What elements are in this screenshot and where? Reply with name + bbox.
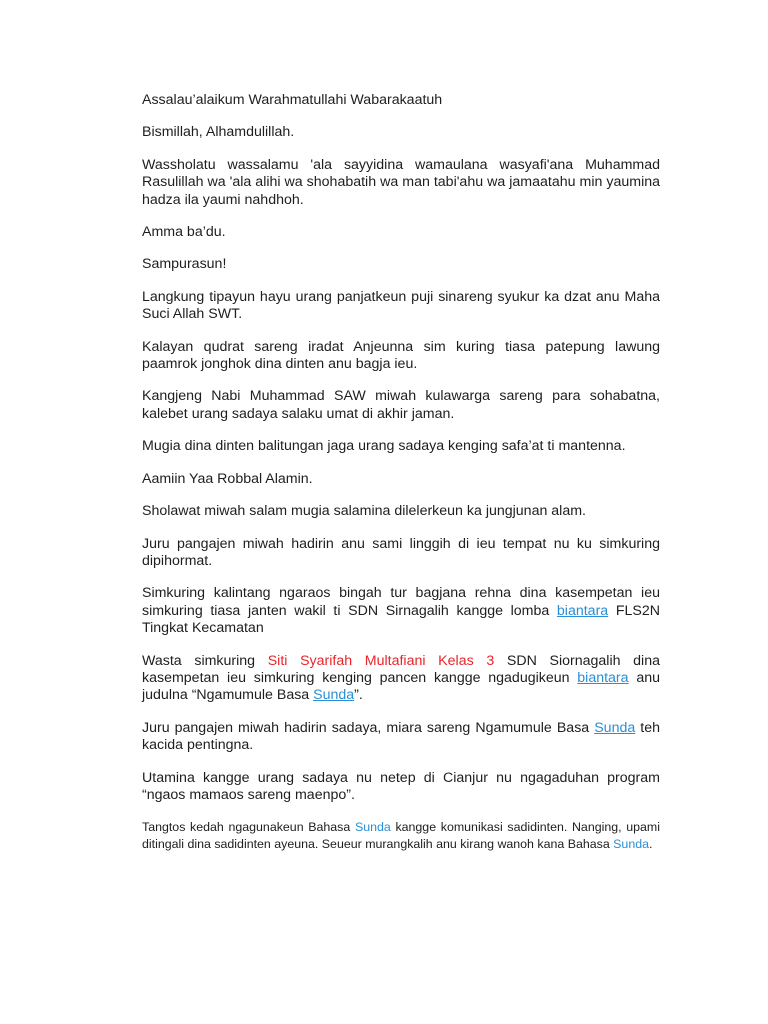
document-body [142, 92, 660, 868]
paragraph-qudrat: Kalayan qudrat sareng iradat Anjeunna sim kuring tiasa patepung lawung paamrok jonghok dina dinten anu bagja ieu. [142, 338, 660, 373]
paragraph-puji-syukur: Langkung tipayun hayu urang panjatkeun puji sinareng syukur ka dzat anu Maha Suci Allah SWT. [142, 288, 660, 323]
text-span: Wasta simkuring [142, 652, 268, 669]
paragraph-sholawat: Wassholatu wassalamu 'ala sayyidina wamaulana wasyafi'ana Muhammad Rasulillah wa 'ala alihi wa shohabatih wa man tabi'ahu wa jamaatahu min yaumina hadza ila yaumi nahdhoh. [142, 156, 660, 208]
sunda-link[interactable]: Sunda [313, 687, 355, 704]
text-span: Juru pangajen miwah hadirin sadaya, miara sareng Ngamumule Basa [142, 719, 595, 736]
paragraph-juru-pangajen: Juru pangajen miwah hadirin anu sami linggih di ieu tempat nu ku simkuring dipihormat. [142, 535, 660, 569]
paragraph-cianjur: Utamina kangge urang sadaya nu netep di Cianjur nu ngagaduhan program “ngaos mamaos sareng maenpo”. [142, 769, 660, 803]
sunda-link[interactable]: Sunda [594, 719, 636, 736]
text-span: teh kacida pentingna. [142, 719, 661, 754]
paragraph-amma-badu: Amma ba’du. [142, 224, 226, 241]
paragraph-wakil [142, 585, 660, 637]
text-span: kangge komunikasi sadidinten. Nanging, upami ditingali dina sadidinten ayeuna. Seueur murangkalih anu kirang wanoh kana Bahasa [142, 820, 660, 852]
text-span: anu judulna “Ngamumule Basa [142, 669, 660, 704]
text-span: FLS2N Tingkat Kecamatan [142, 602, 660, 637]
paragraph-safaat: Mugia dina dinten balitungan jaga urang sadaya kenging safa’at ti mantenna. [142, 438, 626, 455]
greeting: Assalau’alaikum Warahmatullahi Wabarakaatuh [142, 92, 443, 108]
student-name-highlight: Siti Syarifah Multafiani Kelas 3 [267, 652, 495, 669]
paragraph-nabi: Kangjeng Nabi Muhammad SAW miwah kulawarga sareng para sohabatna, kalebet urang sadaya salaku umat di akhir jaman. [142, 388, 660, 422]
text-span: SDN Siornagalih dina kasempetan ieu simkuring kenging pancen kangge ngadugikeun [142, 652, 660, 686]
paragraph-wasta [142, 653, 660, 705]
paragraph-sholawat-salam: Sholawat miwah salam mugia salamina dilelerkeun ka jungjunan alam. [142, 503, 586, 520]
biantara-link[interactable]: biantara [556, 602, 609, 619]
paragraph-bahasa-sunda [142, 819, 660, 853]
paragraph-sampurasun: Sampurasun! [142, 256, 227, 273]
sunda-keyword: Sunda [354, 820, 391, 835]
text-span: Tangtos kedah ngagunakeun Bahasa [142, 820, 355, 835]
text-span: Simkuring kalintang ngaraos bingah tur bagjana rehna dina kasempetan ieu simkuring tiasa janten wakil ti SDN Sirnagalih kangge lomba [142, 585, 660, 619]
sunda-keyword: Sunda [613, 837, 650, 852]
paragraph-miara [142, 720, 660, 755]
text-span: ”. [354, 687, 363, 704]
biantara-link[interactable]: biantara [577, 669, 629, 686]
paragraph-bismillah: Bismillah, Alhamdulillah. [142, 124, 295, 141]
text-span: . [649, 837, 653, 852]
paragraph-aamiin: Aamiin Yaa Robbal Alamin. [142, 470, 313, 487]
